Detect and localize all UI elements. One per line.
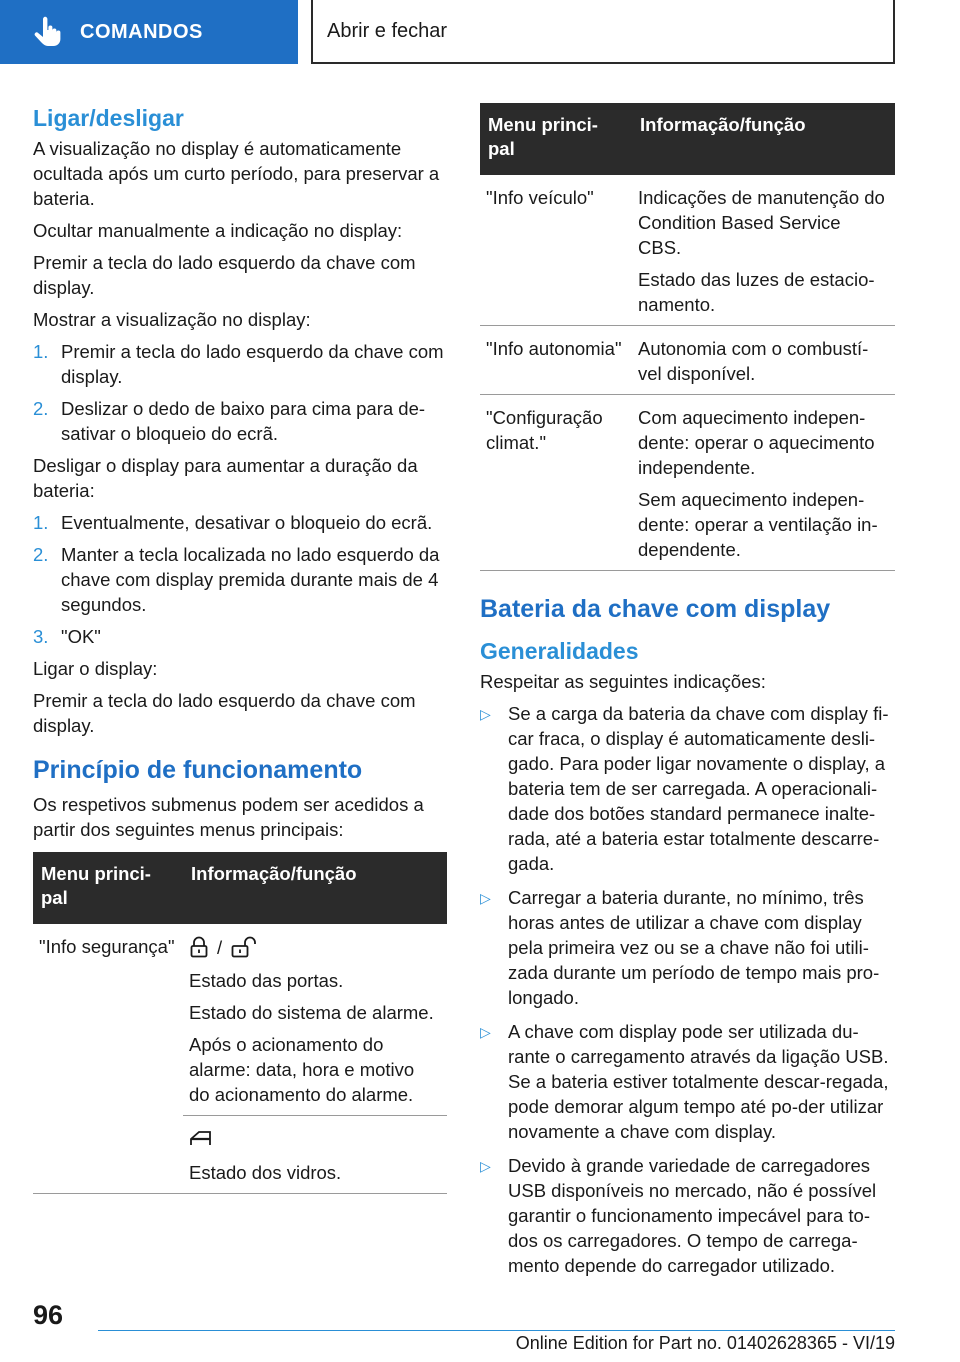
page-number: 96 [33, 1300, 64, 1330]
list-item [33, 542, 447, 617]
door-lock-icons [189, 934, 439, 960]
triangle-bullet-icon: ▷ [480, 890, 491, 906]
window-icon-wrap [189, 1126, 439, 1152]
cell-text: Estado das luzes de estacio‐namento. [638, 269, 875, 315]
lock-open-icon [230, 936, 258, 958]
list-item [480, 1153, 895, 1278]
cell-text: Autonomia com o combustí‐vel disponível. [638, 338, 869, 384]
table-cell-info [183, 924, 447, 1116]
list-item [33, 624, 447, 649]
chapter-tab-label: COMANDOS [80, 20, 203, 43]
heading-bateria: Bateria da chave com display [480, 595, 831, 623]
table-cell-info [183, 1116, 447, 1194]
paragraph: Premir a tecla do lado esquerdo da chave com display. [33, 252, 416, 298]
paragraph: Desligar o display para aumentar a duração da bateria: [33, 455, 418, 501]
list-number: 1. [33, 512, 49, 533]
paragraph: Ocultar manualmente a indicação no display: [33, 220, 403, 241]
list-text: Eventualmente, desativar o bloqueio do ecrã. [61, 512, 433, 533]
list-item [480, 701, 895, 876]
list-text: A chave com display pode ser utilizada du‐rante o carregamento através da ligação USB. Se a bateria estiver totalmente descar‐regada, pode demorar algum tempo até po‐der utilizar novamente a chave com display. [508, 1021, 889, 1142]
table-header-info: Informação/função [183, 852, 447, 924]
section-title: Abrir e fechar [311, 0, 895, 64]
triangle-bullet-icon: ▷ [480, 1024, 491, 1040]
bullet-list [480, 701, 895, 1278]
table-cell-info [632, 395, 895, 571]
heading-generalidades: Generalidades [480, 638, 639, 664]
table-cell-menu: "Configuração climat." [480, 395, 632, 571]
chapter-tab [0, 0, 298, 64]
list-item [480, 1019, 895, 1144]
list-number: 2. [33, 544, 49, 565]
table-cell-info [632, 175, 895, 326]
list-number: 1. [33, 341, 49, 362]
list-item [480, 885, 895, 1010]
table-row [480, 395, 895, 571]
table-cell-info [632, 326, 895, 395]
numbered-list [33, 339, 447, 446]
table-header-menu: Menu princi‐pal [33, 852, 183, 924]
cell-text: Com aquecimento indepen‐dente: operar o aquecimento independente. [638, 407, 875, 478]
table-row [480, 326, 895, 395]
list-text: Se a carga da bateria da chave com display fi‐car fraca, o display é automaticamente desli‐gado. Para poder ligar novamente o display, a bateria tem de ser carregada. A operacionali‐dade dos botões standard permanece inalte‐rada, até a bateria estar totalmente descarre‐gada. [508, 703, 889, 874]
list-item [33, 396, 447, 446]
left-column [33, 100, 447, 1194]
cell-text: Estado das portas. [189, 970, 344, 991]
icon-separator: / [217, 936, 223, 958]
menu-table-left [33, 852, 447, 1194]
list-text: Premir a tecla do lado esquerdo da chave com display. [61, 341, 444, 387]
paragraph: Respeitar as seguintes indicações: [480, 671, 766, 692]
cell-text: Sem aquecimento indepen‐dente: operar a ventilação in‐dependente. [638, 489, 878, 560]
cell-text: Estado do sistema de alarme. [189, 1002, 434, 1023]
table-cell-menu: "Info veículo" [480, 175, 632, 326]
menu-table-right [480, 103, 895, 571]
list-text: Manter a tecla localizada no lado esquerdo da chave com display premida durante mais de 4 segundos. [61, 544, 440, 615]
hand-pointer-icon [30, 15, 64, 49]
list-item [33, 510, 447, 535]
table-cell-menu: "Info autonomia" [480, 326, 632, 395]
paragraph: Ligar o display: [33, 658, 158, 679]
list-text: "OK" [61, 626, 101, 647]
list-item [33, 339, 447, 389]
list-number: 2. [33, 398, 49, 419]
car-window-icon [189, 1129, 213, 1149]
footer-edition: Online Edition for Part no. 01402628365 - VI/19 [515, 1333, 895, 1353]
cell-text: Indicações de manutenção do Condition Based Service CBS. [638, 187, 885, 258]
cell-text: Após o acionamento do alarme: data, hora e motivo do acionamento do alarme. [189, 1034, 415, 1105]
list-text: Carregar a bateria durante, no mínimo, três horas antes de utilizar a chave com display pela primeira vez ou se a chave não foi utili‐zada durante um período de tempo mais pro‐longado. [508, 887, 880, 1008]
paragraph: Mostrar a visualização no display: [33, 309, 311, 330]
table-header-info: Informação/função [632, 103, 895, 175]
list-text: Devido à grande variedade de carregadores USB disponíveis no mercado, não é possível garantir o funcionamento impecável para to‐dos os carregadores. O tempo de carrega‐mento depende do carregador utilizado. [508, 1155, 877, 1276]
heading-principio: Princípio de funcionamento [33, 756, 363, 784]
table-header-menu: Menu princi‐pal [480, 103, 632, 175]
list-text: Deslizar o dedo de baixo para cima para de‐sativar o bloqueio do ecrã. [61, 398, 426, 444]
lock-closed-icon [189, 936, 209, 958]
numbered-list [33, 510, 447, 649]
paragraph: Premir a tecla do lado esquerdo da chave com display. [33, 690, 416, 736]
list-number: 3. [33, 626, 49, 647]
heading-ligar-desligar: Ligar/desligar [33, 105, 184, 131]
footer-divider [98, 1330, 895, 1331]
triangle-bullet-icon: ▷ [480, 1158, 491, 1174]
table-row [33, 924, 447, 1116]
triangle-bullet-icon: ▷ [480, 706, 491, 722]
paragraph: Os respetivos submenus podem ser acedidos a partir dos seguintes menus principais: [33, 794, 424, 840]
right-column [480, 100, 895, 1287]
table-row [480, 175, 895, 326]
table-cell-menu: "Info segurança" [33, 924, 183, 1194]
paragraph: A visualização no display é automaticamente ocultada após um curto período, para preservar a bateria. [33, 138, 440, 209]
cell-text: Estado dos vidros. [189, 1162, 342, 1183]
